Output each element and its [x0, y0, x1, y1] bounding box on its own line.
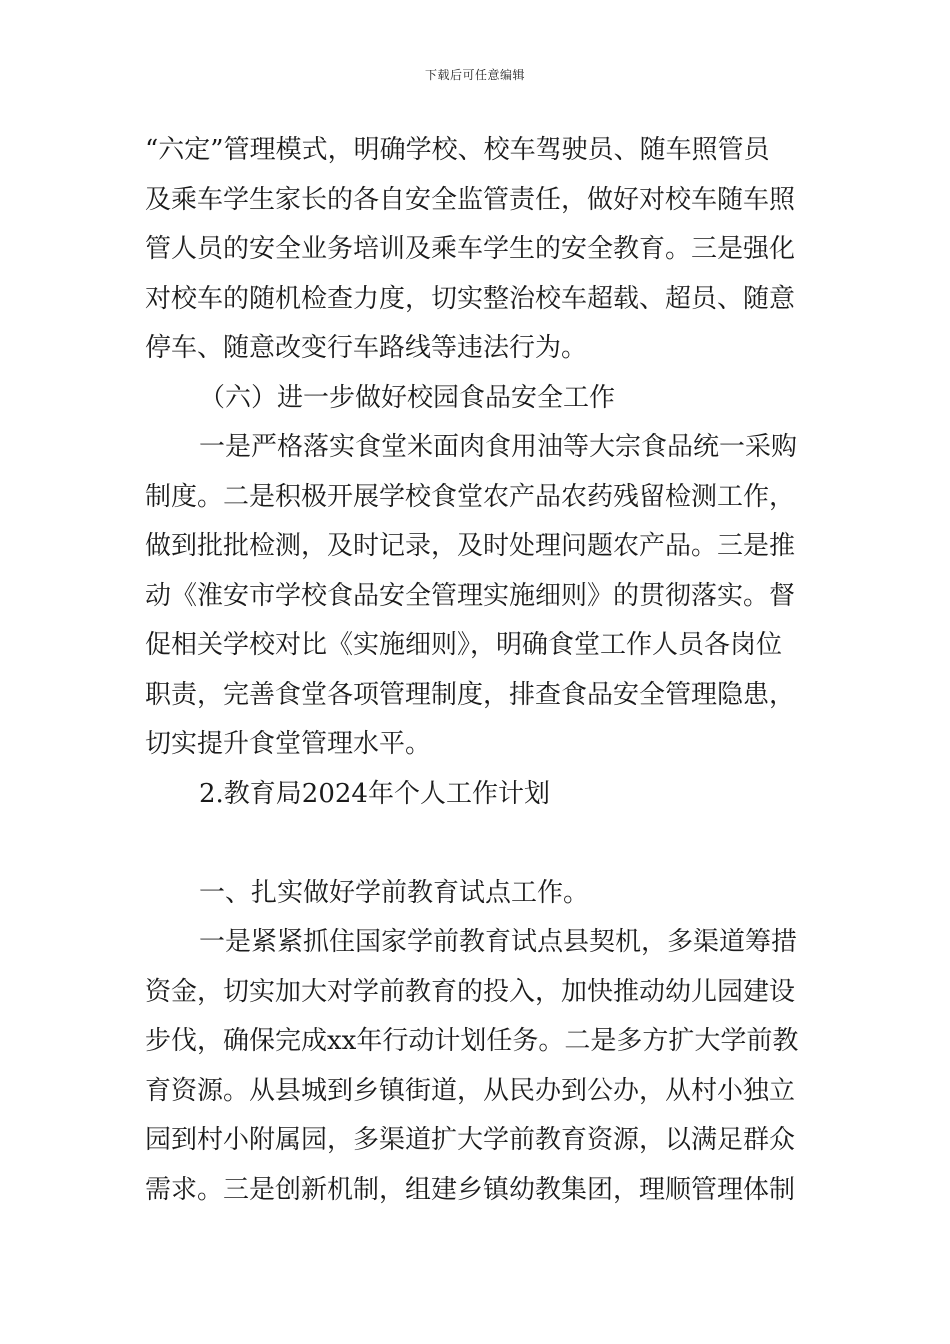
text-line: 需求。三是创新机制，组建乡镇幼教集团，理顺管理体制 [145, 1174, 796, 1205]
text-line: 促相关学校对比《实施细则》，明确食堂工作人员各岗位 [145, 630, 783, 660]
text-line: 园到村小附属园，多渠道扩大学前教育资源，以满足群众 [145, 1125, 796, 1155]
text-line: 动《淮安市学校食品安全管理实施细则》的贯彻落实。督 [145, 580, 796, 611]
document-title: 2.教育局2024年个人工作计划 [199, 778, 550, 809]
text-line: 一是紧紧抓住国家学前教育试点县契机，多渠道筹措 [199, 927, 798, 957]
text-line: 及乘车学生家长的各自安全监管责任，做好对校车随车照 [145, 184, 796, 215]
text-line: 对校车的随机检查力度，切实整治校车超载、超员、随意 [145, 283, 796, 314]
page-header: 下载后可任意编辑 [424, 68, 525, 82]
text-line: 职责，完善食堂各项管理制度，排查食品安全管理隐患， [145, 679, 796, 710]
document-body [145, 126, 810, 1215]
text-line: 切实提升食堂管理水平。 [145, 729, 432, 759]
text-line: 管人员的安全业务培训及乘车学生的安全教育。三是强化 [145, 234, 796, 264]
text-line: 制度。二是积极开展学校食堂农产品农药残留检测工作， [145, 481, 796, 512]
text-line: 育资源。从县城到乡镇街道，从民办到公办，从村小独立 [145, 1075, 796, 1106]
text-line: 做到批批检测，及时记录，及时处理问题农产品。三是推 [145, 531, 796, 561]
text-line: “六定”管理模式，明确学校、校车驾驶员、随车照管员 [145, 135, 770, 165]
text-line: 一是严格落实食堂米面肉食用油等大宗食品统一采购 [199, 432, 798, 462]
text-line: 步伐，确保完成xx年行动计划任务。二是多方扩大学前教 [145, 1026, 799, 1056]
section-heading: 一、扎实做好学前教育试点工作。 [199, 877, 590, 908]
text-line: 资金，切实加大对学前教育的投入，加快推动幼儿园建设 [145, 976, 796, 1007]
blank-line [145, 819, 810, 869]
text-line: 停车、随意改变行车路线等违法行为。 [145, 333, 588, 363]
section-heading: （六）进一步做好校园食品安全工作 [199, 382, 616, 413]
